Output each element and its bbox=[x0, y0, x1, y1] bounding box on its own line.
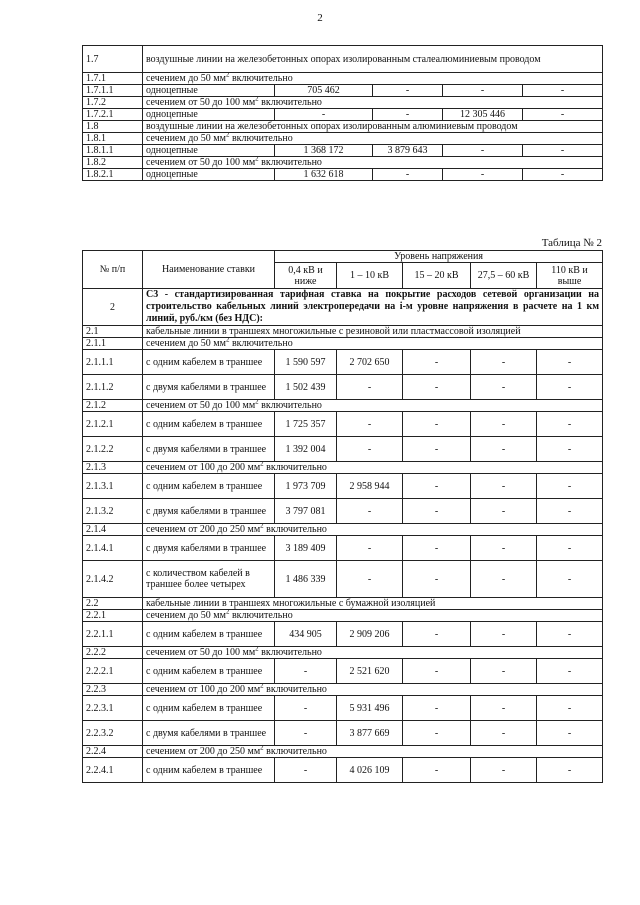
value-cell: - bbox=[523, 109, 603, 121]
value-cell: - bbox=[471, 622, 537, 647]
row-number: 2.1.3.1 bbox=[83, 474, 143, 499]
row-number: 2.1.4.2 bbox=[83, 561, 143, 598]
header-col-0: 0,4 кВ и ниже bbox=[275, 263, 337, 289]
row-label bbox=[143, 157, 603, 169]
row-label bbox=[143, 338, 603, 350]
value-cell: - bbox=[275, 696, 337, 721]
row-number: 2.1.3.2 bbox=[83, 499, 143, 524]
header-col-2: 15 – 20 кВ bbox=[403, 263, 471, 289]
value-cell: 1 486 339 bbox=[275, 561, 337, 598]
value-cell: - bbox=[471, 350, 537, 375]
label-text: одноцепные bbox=[146, 145, 198, 156]
row-label bbox=[143, 85, 275, 97]
table-row bbox=[83, 437, 603, 462]
value-cell: - bbox=[537, 758, 603, 783]
value-cell: 1 973 709 bbox=[275, 474, 337, 499]
value-cell: - bbox=[471, 721, 537, 746]
section-number: 2 bbox=[83, 289, 143, 326]
table-row bbox=[83, 169, 603, 181]
row-number: 2.1.4.1 bbox=[83, 536, 143, 561]
value-cell: 1 590 597 bbox=[275, 350, 337, 375]
value-cell: - bbox=[537, 350, 603, 375]
value-cell: - bbox=[373, 85, 443, 97]
row-label bbox=[143, 97, 603, 109]
value-cell: 1 368 172 bbox=[275, 145, 373, 157]
value-cell: - bbox=[471, 696, 537, 721]
value-cell: - bbox=[403, 412, 471, 437]
label-text: сечением от 50 до 100 мм bbox=[146, 647, 256, 658]
table-row bbox=[83, 462, 603, 474]
label-suffix: включительно bbox=[263, 746, 327, 757]
value-cell: - bbox=[537, 696, 603, 721]
value-cell: - bbox=[403, 622, 471, 647]
row-label bbox=[143, 610, 603, 622]
label-suffix: включительно bbox=[263, 684, 327, 695]
row-number: 2.2.1.1 bbox=[83, 622, 143, 647]
value-cell: - bbox=[403, 561, 471, 598]
label-text: одноцепные bbox=[146, 169, 198, 180]
value-cell: - bbox=[471, 561, 537, 598]
row-number: 1.7.1.1 bbox=[83, 85, 143, 97]
row-number: 2.2.3.1 bbox=[83, 696, 143, 721]
value-cell: - bbox=[537, 412, 603, 437]
label-suffix: включительно bbox=[258, 157, 322, 168]
label-text: сечением от 200 до 250 мм bbox=[146, 524, 261, 535]
label-text: сечением от 100 до 200 мм bbox=[146, 684, 261, 695]
section-row bbox=[83, 289, 603, 326]
table-row bbox=[83, 338, 603, 350]
value-cell: - bbox=[403, 375, 471, 400]
table-row bbox=[83, 684, 603, 696]
row-label bbox=[143, 474, 275, 499]
table-row bbox=[83, 412, 603, 437]
value-cell: - bbox=[443, 145, 523, 157]
row-label bbox=[143, 121, 603, 133]
value-cell: - bbox=[471, 499, 537, 524]
value-cell: - bbox=[337, 561, 403, 598]
row-number: 2.1.2 bbox=[83, 400, 143, 412]
value-cell: 705 462 bbox=[275, 85, 373, 97]
page-number: 2 bbox=[317, 12, 323, 24]
row-number: 2.1.1.2 bbox=[83, 375, 143, 400]
label-text: с двумя кабелями в траншее bbox=[146, 443, 267, 455]
value-cell: - bbox=[275, 721, 337, 746]
label-suffix: включительно bbox=[263, 524, 327, 535]
value-cell: - bbox=[337, 375, 403, 400]
table-row bbox=[83, 109, 603, 121]
label-text: сечением от 200 до 250 мм bbox=[146, 746, 261, 757]
value-cell: - bbox=[471, 375, 537, 400]
value-cell: 2 909 206 bbox=[337, 622, 403, 647]
value-cell: - bbox=[523, 169, 603, 181]
value-cell: - bbox=[537, 474, 603, 499]
table-row bbox=[83, 536, 603, 561]
value-cell: - bbox=[537, 536, 603, 561]
table-row bbox=[83, 499, 603, 524]
value-cell: - bbox=[403, 350, 471, 375]
table-row bbox=[83, 97, 603, 109]
label-superscript: 2 bbox=[255, 646, 259, 653]
row-label bbox=[143, 536, 275, 561]
label-superscript: 2 bbox=[225, 132, 230, 139]
row-label bbox=[143, 561, 275, 598]
row-number: 2.2.1 bbox=[83, 610, 143, 622]
label-superscript: 2 bbox=[225, 609, 230, 616]
value-cell: - bbox=[537, 622, 603, 647]
label-text: сечением до 50 мм bbox=[146, 73, 226, 84]
row-label bbox=[143, 133, 603, 145]
value-cell: - bbox=[403, 437, 471, 462]
label-text: кабельные линии в траншеях многожильные с резиновой или пластмассовой изоляцией bbox=[146, 326, 521, 337]
table-row bbox=[83, 474, 603, 499]
value-cell: - bbox=[403, 758, 471, 783]
table-overhead-lines bbox=[82, 45, 603, 181]
value-cell: 5 931 496 bbox=[337, 696, 403, 721]
row-number: 2.1.1 bbox=[83, 338, 143, 350]
value-cell: - bbox=[537, 437, 603, 462]
table-row bbox=[83, 721, 603, 746]
label-suffix: включительно bbox=[258, 97, 322, 108]
row-label bbox=[143, 647, 603, 659]
value-cell: - bbox=[275, 758, 337, 783]
table-row bbox=[83, 758, 603, 783]
table-row bbox=[83, 133, 603, 145]
value-cell: - bbox=[471, 412, 537, 437]
value-cell: 3 879 643 bbox=[373, 145, 443, 157]
row-number: 2.1.4 bbox=[83, 524, 143, 536]
row-number: 1.7 bbox=[83, 46, 143, 73]
row-number: 2.1 bbox=[83, 326, 143, 338]
label-superscript: 2 bbox=[260, 523, 264, 530]
value-cell: - bbox=[373, 169, 443, 181]
label-text: с одним кабелем в траншее bbox=[146, 702, 263, 714]
row-label bbox=[143, 696, 275, 721]
label-text: сечением до 50 мм bbox=[146, 338, 226, 349]
table-row bbox=[83, 375, 603, 400]
row-number: 2.2.2.1 bbox=[83, 659, 143, 684]
label-suffix: включительно bbox=[229, 610, 293, 621]
label-suffix: включительно bbox=[229, 338, 293, 349]
table-row bbox=[83, 121, 603, 133]
label-suffix: включительно bbox=[258, 647, 322, 658]
label-superscript: 2 bbox=[255, 399, 259, 406]
value-cell: - bbox=[471, 536, 537, 561]
row-number: 2.2.2 bbox=[83, 647, 143, 659]
label-text: сечением от 100 до 200 мм bbox=[146, 462, 261, 473]
value-cell: - bbox=[403, 659, 471, 684]
value-cell: 434 905 bbox=[275, 622, 337, 647]
label-superscript: 2 bbox=[225, 337, 230, 344]
row-label bbox=[143, 758, 275, 783]
row-number: 2.1.3 bbox=[83, 462, 143, 474]
value-cell: - bbox=[403, 474, 471, 499]
table-row bbox=[83, 524, 603, 536]
value-cell: - bbox=[403, 721, 471, 746]
label-text: с одним кабелем в траншее bbox=[146, 628, 263, 640]
value-cell: - bbox=[337, 412, 403, 437]
label-text: с одним кабелем в траншее bbox=[146, 418, 263, 430]
table-row bbox=[83, 622, 603, 647]
table-row bbox=[83, 73, 603, 85]
value-cell: - bbox=[537, 561, 603, 598]
row-label bbox=[143, 462, 603, 474]
header-name: Наименование ставки bbox=[143, 251, 275, 289]
row-label bbox=[143, 684, 603, 696]
table-row bbox=[83, 326, 603, 338]
table-row bbox=[83, 598, 603, 610]
value-cell: 2 958 944 bbox=[337, 474, 403, 499]
label-text: воздушные линии на железобетонных опорах изолированным сталеалюминиевым проводом bbox=[146, 53, 541, 65]
table-row bbox=[83, 746, 603, 758]
table-row bbox=[83, 85, 603, 97]
row-label bbox=[143, 598, 603, 610]
row-label bbox=[143, 400, 603, 412]
value-cell: - bbox=[337, 437, 403, 462]
section-title: С3 - стандартизированная тарифная ставка на покрытие расходов сетевой организации на строительство кабельных линий электропередачи на i-м уровне напряжения в расчете на 1 км линий, руб./км (без НДС): bbox=[143, 289, 603, 326]
row-number: 1.7.1 bbox=[83, 73, 143, 85]
label-text: с двумя кабелями в траншее bbox=[146, 542, 267, 554]
row-number: 2.2 bbox=[83, 598, 143, 610]
row-label bbox=[143, 109, 275, 121]
value-cell: - bbox=[373, 109, 443, 121]
value-cell: - bbox=[275, 109, 373, 121]
row-number: 2.1.2.2 bbox=[83, 437, 143, 462]
row-label bbox=[143, 169, 275, 181]
value-cell: 3 189 409 bbox=[275, 536, 337, 561]
row-label bbox=[143, 622, 275, 647]
label-text: с одним кабелем в траншее bbox=[146, 665, 263, 677]
value-cell: 1 392 004 bbox=[275, 437, 337, 462]
label-superscript: 2 bbox=[255, 156, 259, 163]
label-text: с одним кабелем в траншее bbox=[146, 356, 263, 368]
label-suffix: включительно bbox=[258, 400, 322, 411]
header-col-4: 110 кВ и выше bbox=[537, 263, 603, 289]
value-cell: - bbox=[443, 85, 523, 97]
label-text: с двумя кабелями в траншее bbox=[146, 505, 267, 517]
value-cell: - bbox=[337, 499, 403, 524]
value-cell: - bbox=[537, 499, 603, 524]
value-cell: - bbox=[537, 721, 603, 746]
table-row bbox=[83, 696, 603, 721]
label-suffix: включительно bbox=[229, 133, 293, 144]
table-row bbox=[83, 145, 603, 157]
row-number: 2.1.2.1 bbox=[83, 412, 143, 437]
row-number: 2.2.3.2 bbox=[83, 721, 143, 746]
row-number: 1.8.1 bbox=[83, 133, 143, 145]
row-number: 1.8.2.1 bbox=[83, 169, 143, 181]
row-number: 1.8.2 bbox=[83, 157, 143, 169]
value-cell: 1 725 357 bbox=[275, 412, 337, 437]
row-label bbox=[143, 746, 603, 758]
label-text: с двумя кабелями в траншее bbox=[146, 727, 267, 739]
row-label bbox=[143, 721, 275, 746]
value-cell: 4 026 109 bbox=[337, 758, 403, 783]
value-cell: - bbox=[471, 474, 537, 499]
row-number: 2.1.1.1 bbox=[83, 350, 143, 375]
table-row bbox=[83, 400, 603, 412]
label-text: с одним кабелем в траншее bbox=[146, 480, 263, 492]
label-text: с двумя кабелями в траншее bbox=[146, 381, 267, 393]
value-cell: - bbox=[275, 659, 337, 684]
row-label bbox=[143, 46, 603, 73]
value-cell: 2 702 650 bbox=[337, 350, 403, 375]
value-cell: - bbox=[537, 375, 603, 400]
table-row bbox=[83, 561, 603, 598]
value-cell: - bbox=[403, 696, 471, 721]
value-cell: - bbox=[523, 145, 603, 157]
label-superscript: 2 bbox=[225, 72, 230, 79]
value-cell: 1 632 618 bbox=[275, 169, 373, 181]
row-label bbox=[143, 145, 275, 157]
label-superscript: 2 bbox=[260, 745, 264, 752]
table-row bbox=[83, 659, 603, 684]
table-row bbox=[83, 610, 603, 622]
row-label bbox=[143, 412, 275, 437]
label-text: воздушные линии на железобетонных опорах изолированным алюминиевым проводом bbox=[146, 121, 518, 132]
label-text: одноцепные bbox=[146, 85, 198, 96]
value-cell: 3 797 081 bbox=[275, 499, 337, 524]
label-text: сечением от 50 до 100 мм bbox=[146, 97, 256, 108]
label-superscript: 2 bbox=[260, 461, 264, 468]
header-col-3: 27,5 – 60 кВ bbox=[471, 263, 537, 289]
row-number: 1.8 bbox=[83, 121, 143, 133]
row-label bbox=[143, 350, 275, 375]
value-cell: - bbox=[471, 437, 537, 462]
label-text: с одним кабелем в траншее bbox=[146, 764, 263, 776]
label-suffix: включительно bbox=[229, 73, 293, 84]
row-number: 1.7.2 bbox=[83, 97, 143, 109]
row-label bbox=[143, 375, 275, 400]
label-text: сечением до 50 мм bbox=[146, 610, 226, 621]
label-text: сечением от 50 до 100 мм bbox=[146, 400, 256, 411]
value-cell: - bbox=[523, 85, 603, 97]
value-cell: 12 305 446 bbox=[443, 109, 523, 121]
row-label bbox=[143, 73, 603, 85]
row-label bbox=[143, 437, 275, 462]
table-row bbox=[83, 157, 603, 169]
value-cell: - bbox=[537, 659, 603, 684]
value-cell: 3 877 669 bbox=[337, 721, 403, 746]
label-superscript: 2 bbox=[260, 683, 264, 690]
header-number: № п/п bbox=[83, 251, 143, 289]
table-row bbox=[83, 46, 603, 73]
row-label bbox=[143, 659, 275, 684]
value-cell: - bbox=[403, 499, 471, 524]
row-number: 2.2.3 bbox=[83, 684, 143, 696]
value-cell: - bbox=[471, 659, 537, 684]
value-cell: - bbox=[471, 758, 537, 783]
table-row bbox=[83, 350, 603, 375]
label-text: кабельные линии в траншеях многожильные с бумажной изоляцией bbox=[146, 598, 436, 609]
row-number: 1.7.2.1 bbox=[83, 109, 143, 121]
row-label bbox=[143, 326, 603, 338]
row-label bbox=[143, 524, 603, 536]
table-row bbox=[83, 647, 603, 659]
label-text: сечением от 50 до 100 мм bbox=[146, 157, 256, 168]
label-text: одноцепные bbox=[146, 109, 198, 120]
label-suffix: включительно bbox=[263, 462, 327, 473]
row-number: 1.8.1.1 bbox=[83, 145, 143, 157]
value-cell: 2 521 620 bbox=[337, 659, 403, 684]
header-col-1: 1 – 10 кВ bbox=[337, 263, 403, 289]
label-superscript: 2 bbox=[255, 96, 259, 103]
table-caption: Таблица № 2 bbox=[541, 237, 602, 249]
row-number: 2.2.4.1 bbox=[83, 758, 143, 783]
header-voltage-level: Уровень напряжения bbox=[275, 251, 603, 263]
table-cable-lines bbox=[82, 250, 603, 783]
value-cell: 1 502 439 bbox=[275, 375, 337, 400]
label-text: с количеством кабелей в траншее более четырех bbox=[146, 568, 250, 590]
row-label bbox=[143, 499, 275, 524]
value-cell: - bbox=[403, 536, 471, 561]
row-number: 2.2.4 bbox=[83, 746, 143, 758]
value-cell: - bbox=[337, 536, 403, 561]
value-cell: - bbox=[443, 169, 523, 181]
label-text: сечением до 50 мм bbox=[146, 133, 226, 144]
